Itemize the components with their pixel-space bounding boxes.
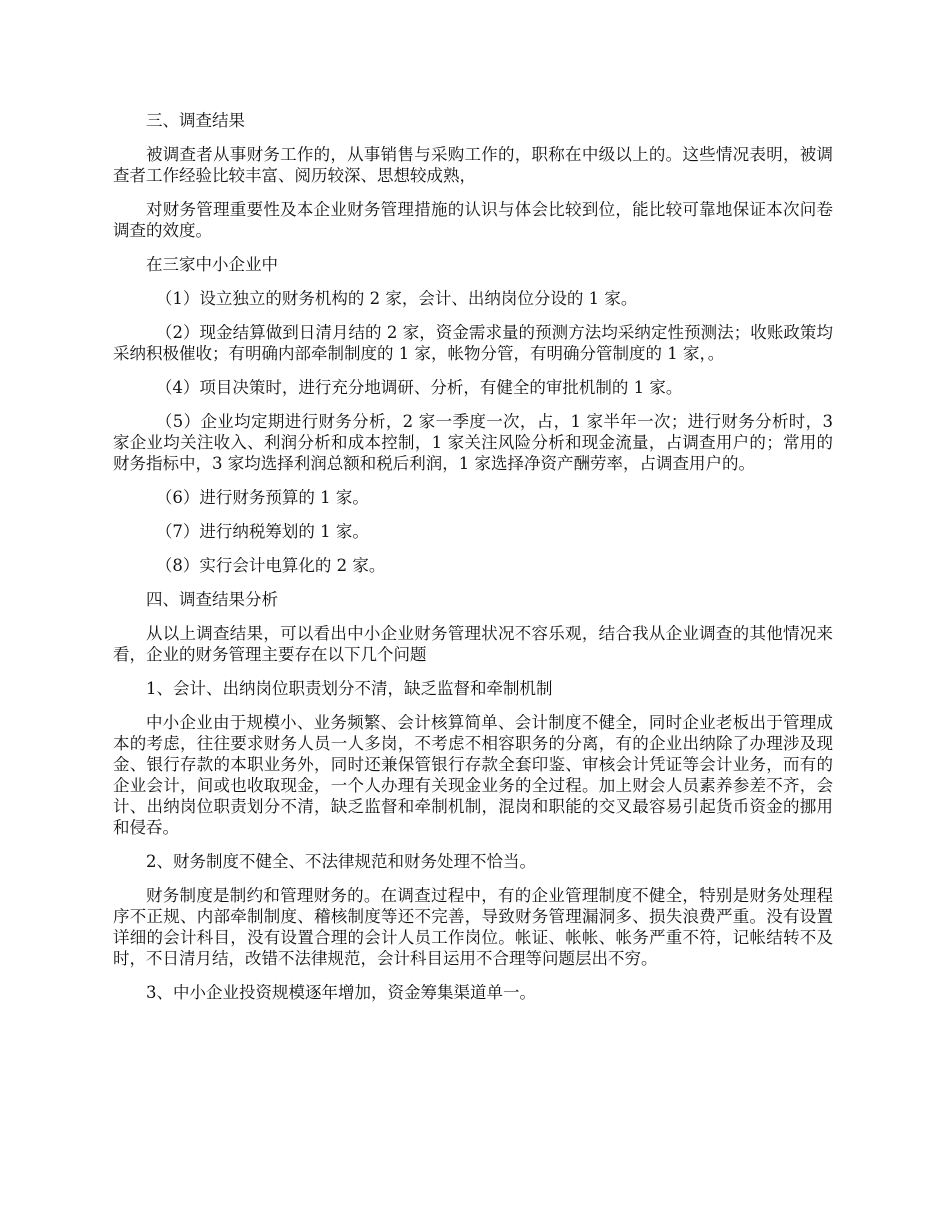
subheading-problem-3: 3、中小企业投资规模逐年增加，资金筹集渠道单一。: [146, 983, 536, 1002]
document-body: [113, 110, 833, 1016]
paragraph-analysis-intro: 从以上调查结果，可以看出中小企业财务管理状况不容乐观，结合我从企业调查的其他情况来看，企业的财务管理主要存在以下几个问题: [113, 624, 833, 664]
subheading-problem-1: 1、会计、出纳岗位职责划分不清，缺乏监督和牵制机制: [146, 679, 553, 698]
section-heading-analysis: 四、调查结果分析: [146, 590, 278, 609]
list-item-4: （4）项目决策时，进行充分地调研、分析，有健全的审批机制的 1 家。: [155, 378, 683, 397]
paragraph-problem-2: 财务制度是制约和管理财务的。在调查过程中，有的企业管理制度不健全，特别是财务处理程序不正规、内部牵制制度、稽核制度等还不完善，导致财务管理漏洞多、损失浪费严重。没有设置详细的会计科目，没有设置合理的会计人员工作岗位。帐证、帐帐、帐务严重不符，记帐结转不及时，不日清月结，改错不法律规范，会计科目运用不合理等问题层出不穷。: [113, 886, 833, 968]
list-item-6: （6）进行财务预算的 1 家。: [155, 488, 369, 507]
list-item-8: （8）实行会计电算化的 2 家。: [155, 556, 386, 575]
paragraph-respondents: 被调查者从事财务工作的，从事销售与采购工作的，职称在中级以上的。这些情况表明，被调查者工作经验比较丰富、阅历较深、思想较成熟，: [113, 145, 833, 185]
list-item-7: （7）进行纳税筹划的 1 家。: [155, 522, 369, 541]
list-item-2: （2）现金结算做到日清月结的 2 家，资金需求量的预测方法均采纳定性预测法；收账政策均采纳积极催收；有明确内部牵制制度的 1 家，帐物分管，有明确分管制度的 1 家，。: [113, 323, 833, 363]
paragraph-validity: 对财务管理重要性及本企业财务管理措施的认识与体会比较到位，能比较可靠地保证本次问卷调查的效度。: [113, 200, 833, 240]
subheading-problem-2: 2、财务制度不健全、不法律规范和财务处理不恰当。: [146, 852, 536, 871]
paragraph-problem-1: 中小企业由于规模小、业务频繁、会计核算简单、会计制度不健全，同时企业老板出于管理成本的考虑，往往要求财务人员一人多岗，不考虑不相容职务的分离，有的企业出纳除了办理涉及现金、银行存款的本职业务外，同时还兼保管银行存款全套印鉴、审核会计凭证等会计业务，而有的企业会计，间或也收取现金，一个人办理有关现金业务的全过程。加上财会人员素养参差不齐，会计、出纳岗位职责划分不清，缺乏监督和牵制机制，混岗和职能的交叉最容易引起货币资金的挪用和侵吞。: [113, 713, 833, 837]
list-item-5: （5）企业均定期进行财务分析，2 家一季度一次，占，1 家半年一次；进行财务分析时，3 家企业均关注收入、利润分析和成本控制，1 家关注风险分析和现金流量，占调查用户的；常用的财务指标中，3 家均选择利润总额和税后利润，1 家选择净资产酬劳率，占调查用户的。: [113, 412, 833, 473]
section-heading-survey-results: 三、调查结果: [146, 111, 245, 130]
paragraph-three-companies: 在三家中小企业中: [146, 255, 278, 274]
list-item-1: （1）设立独立的财务机构的 2 家，会计、出纳岗位分设的 1 家。: [155, 289, 638, 308]
